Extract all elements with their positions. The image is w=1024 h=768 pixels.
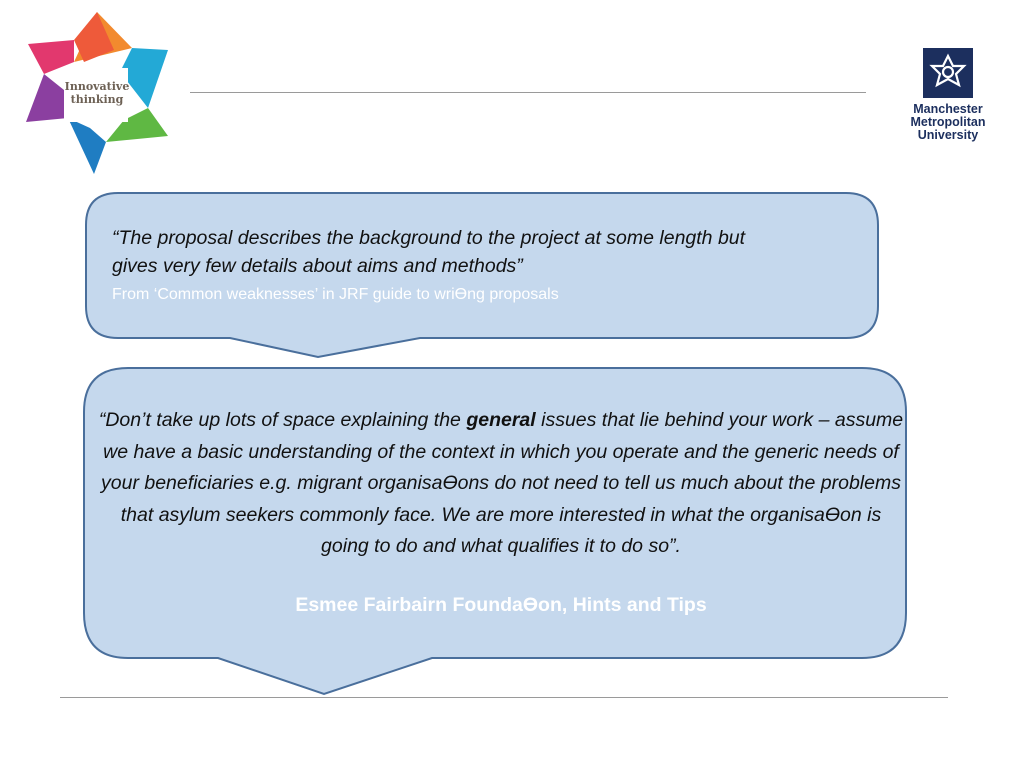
university-line3: University xyxy=(917,128,979,142)
university-line2: Metropolitan xyxy=(910,115,986,129)
callout1-quote-line1: “The proposal describes the background to the project at some length but xyxy=(112,227,746,249)
footer-divider xyxy=(60,697,948,698)
callout1-quote-line2: gives very few details about aims and methods” xyxy=(112,255,523,277)
logo-line2: thinking xyxy=(70,93,124,106)
callout2-quote-start: “Don’t take up lots of space explaining the xyxy=(98,409,467,431)
callout2-quote xyxy=(96,405,906,563)
callout1-source: From ‘Common weaknesses’ in JRF guide to wriƟng proposals xyxy=(112,286,559,303)
callout1-quote xyxy=(112,224,882,280)
university-line1: Manchester xyxy=(913,102,983,116)
callout2-source: Esmee Fairbairn FoundaƟon, Hints and Tips xyxy=(295,594,707,616)
logo-line1: Innovative xyxy=(64,80,130,93)
callout2-quote-emphasis: general xyxy=(466,409,536,431)
callout2-quote-end: issues that lie behind your work – assume we have a basic understanding of the context in which you operate and the generic needs of your beneﬁciaries e.g. migrant organisaƟons do not need to tell us much about the problems that asylum seekers commonly face. We are more interested in what the organisaƟon is going to do and what qualiﬁes it to do so”. xyxy=(101,409,904,557)
